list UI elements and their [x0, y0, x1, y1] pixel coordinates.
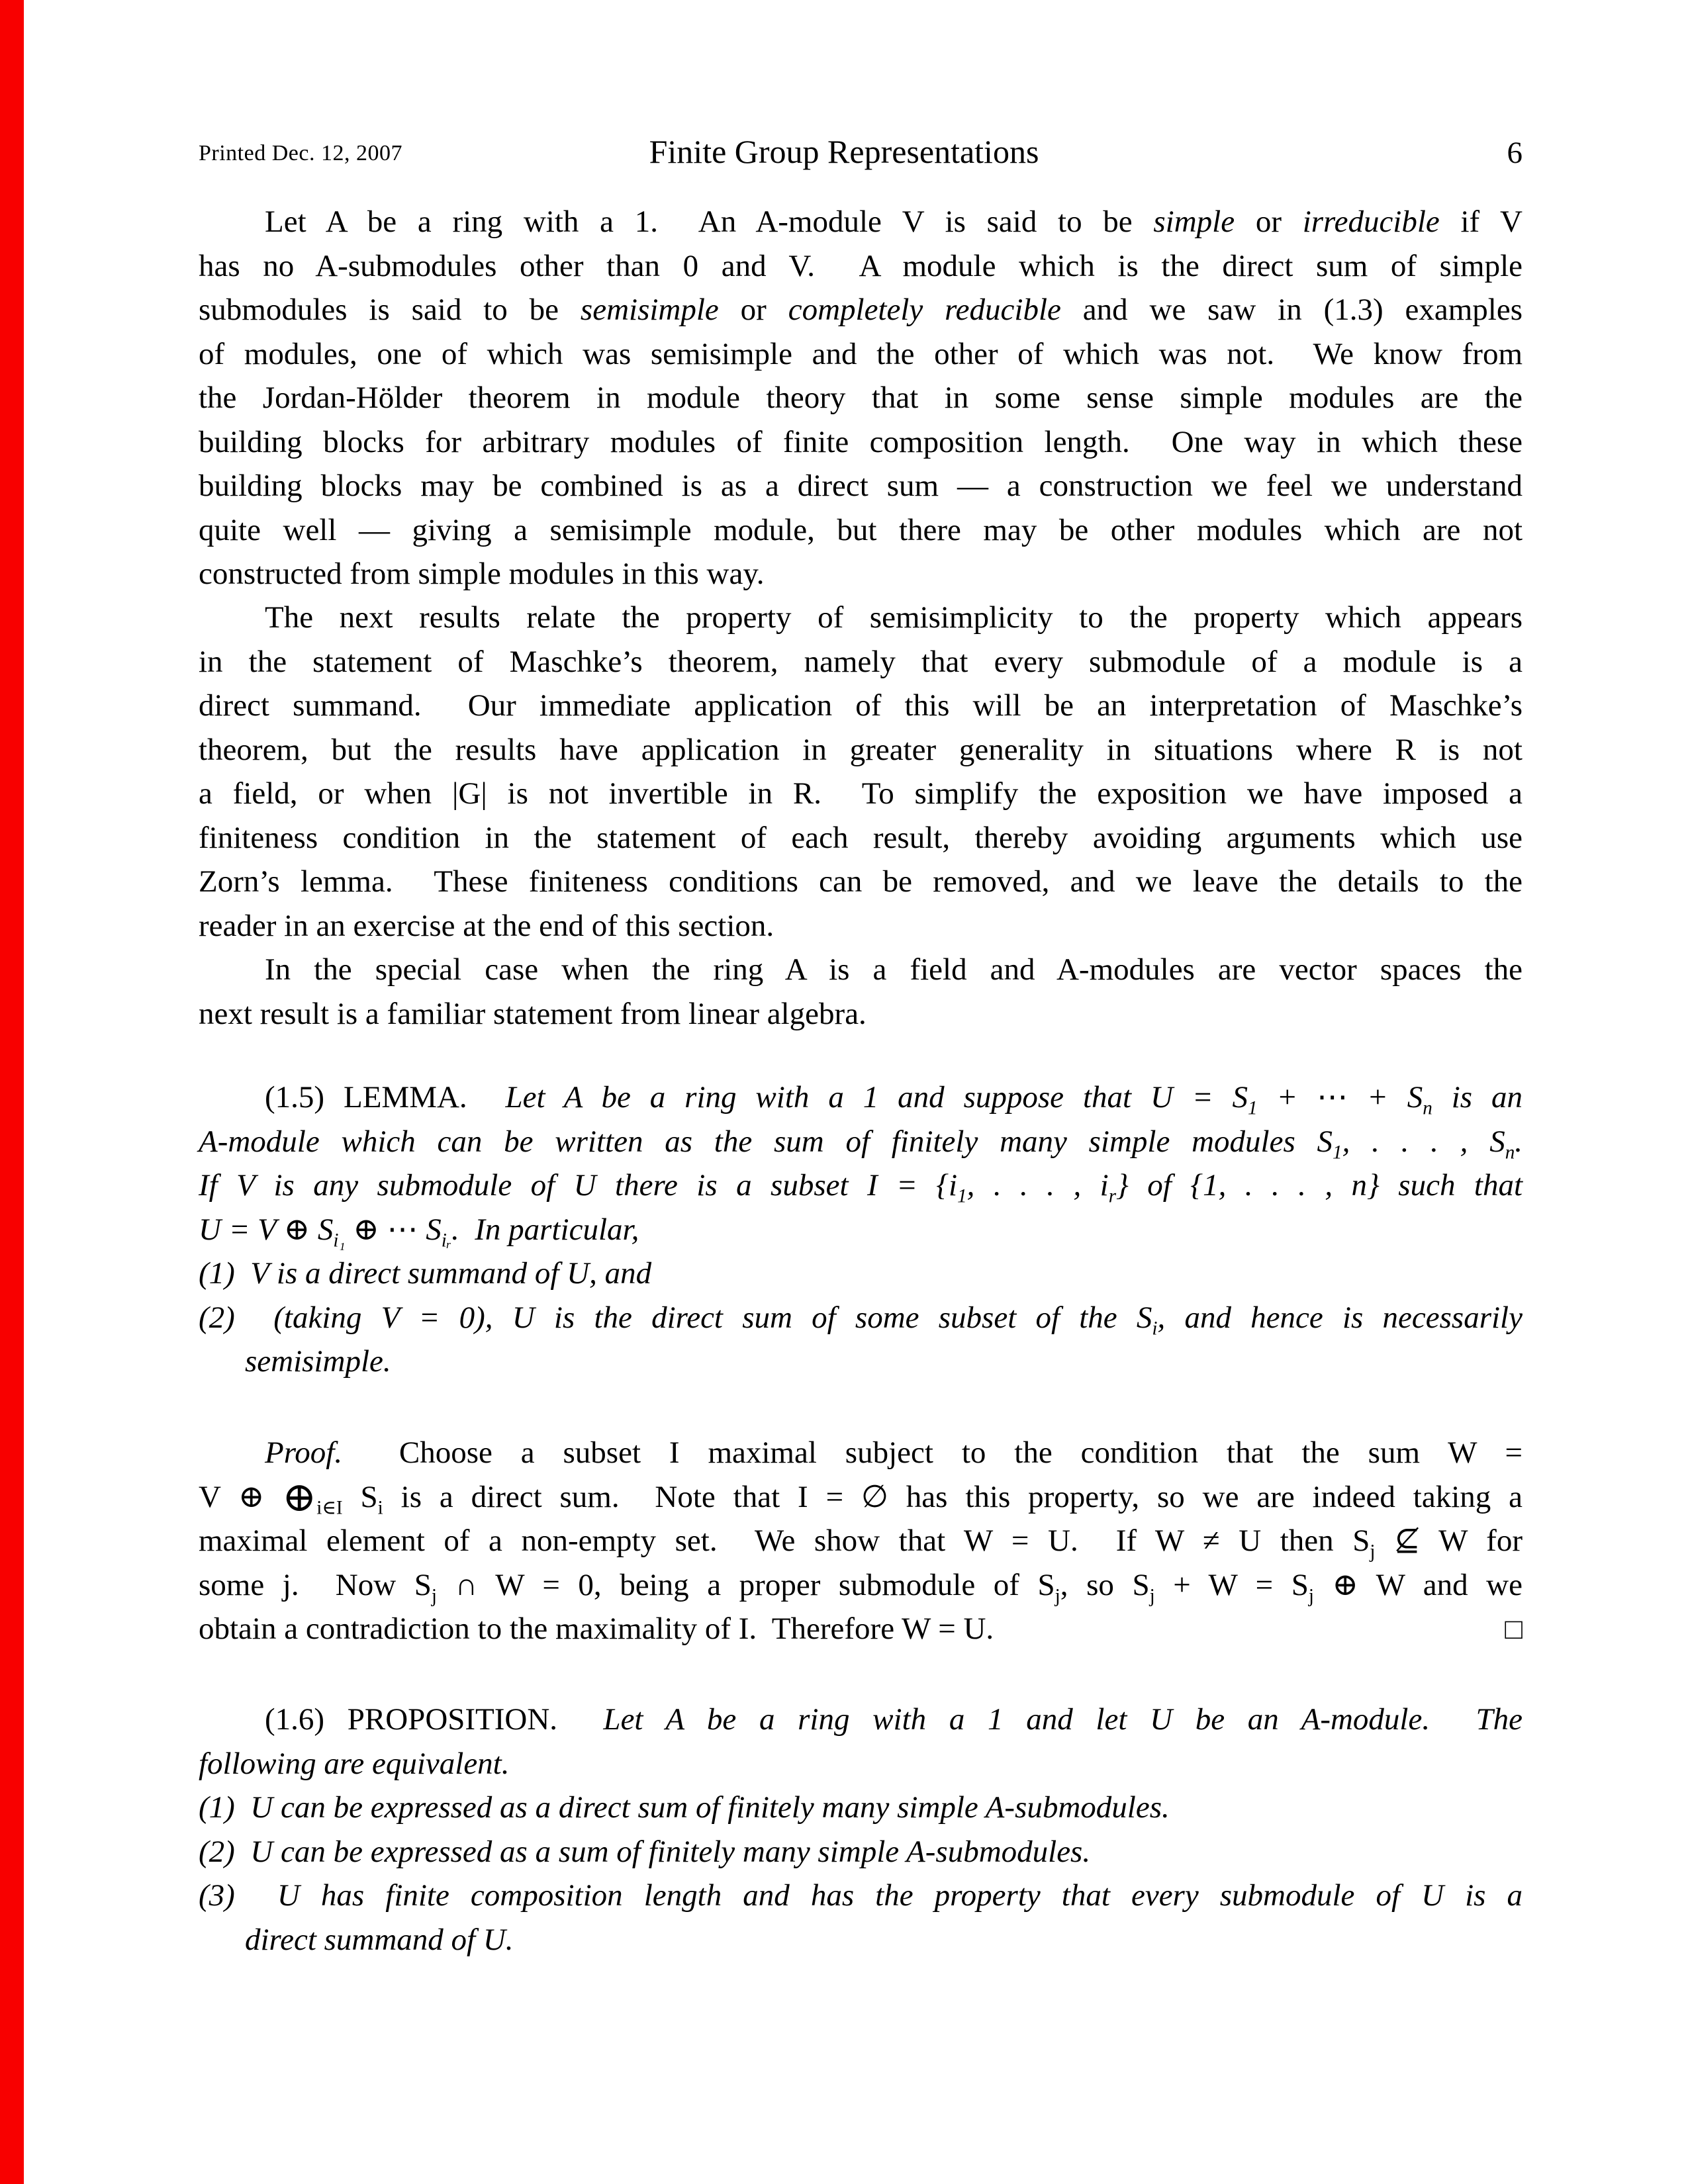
page-header — [199, 123, 1523, 171]
proof-last-line — [199, 1607, 1523, 1652]
text-line: a field, or when |G| is not invertible in R. To simplify the exposition we have imposed a — [199, 776, 1523, 811]
qed-square: □ — [1505, 1613, 1523, 1645]
text-line: building blocks may be combined is as a direct sum — a construction we feel we understand — [199, 469, 1523, 503]
running-title: Finite Group Representations — [649, 133, 1039, 170]
text-line: direct summand. Our immediate application of this will be an interpretation of Maschke’s — [199, 688, 1523, 723]
text-line: If V is any submodule of U there is a subset $I = \{i_1$, . . . , $i_r$} of {1, . . . , n} such that — [199, 1168, 1523, 1207]
text-line: the Jordan-Hölder theorem in module theory that in some sense simple modules are the — [199, 381, 1523, 415]
lemma-heading-line: (1.5) LEMMA. Let A be a ring with a 1 and suppose that $U = S_1$ + ⋯ + $S_n$ is an — [265, 1080, 1523, 1119]
lemma-item-2: (2) (taking V = 0), U is the direct sum of some subset of the $S_i$, and hence is necessarily — [199, 1300, 1523, 1339]
text-line: building blocks for arbitrary modules of finite composition length. One way in which these — [199, 424, 1523, 459]
text-line: V ⊕ $\oplus_{i\in I}$ $S_i$ is a direct sum. Note that I = ∅ has this property, so we are indeed taking a — [199, 1475, 1523, 1520]
text-line: next result is a familiar statement from linear algebra. — [199, 996, 867, 1031]
proposition-1-6 — [199, 1698, 1523, 1962]
text-line: following are equivalent. — [199, 1746, 510, 1781]
text-line: some j. Now $S_j$ ∩ W = 0, being a proper submodule of $S_j$, so $S_j + W = S_j$ ⊕ W and we — [199, 1567, 1523, 1606]
text-line: reader in an exercise at the end of this section. — [199, 908, 774, 943]
text-line: The next results relate the property of semisimplicity to the property which appears — [265, 600, 1523, 635]
proposition-item-3-continuation: direct summand of U. — [245, 1922, 514, 1957]
text-line: submodules is said to be semisimple or completely reducible and we saw in (1.3) examples — [199, 293, 1523, 327]
page-number: 6 — [1507, 136, 1523, 170]
proposition-item-3: (3) U has finite composition length and has the property that every submodule of U is a — [199, 1878, 1523, 1913]
text-line: theorem, but the results have application in greater generality in situations where R is not — [199, 732, 1523, 767]
printed-date: Printed Dec. 12, 2007 — [199, 141, 402, 165]
left-edge-stripe — [0, 0, 24, 2184]
lemma-1-5 — [199, 1075, 1523, 1384]
text-line: maximal element of a non-empty set. We show that W = U. If W ≠ U then $S_j$ ⊈ W for — [199, 1524, 1523, 1563]
text-line: obtain a contradiction to the maximality of I. Therefore W = U. — [199, 1612, 994, 1646]
text-line: in the statement of Maschke’s theorem, namely that every submodule of a module is a — [199, 644, 1523, 679]
proposition-item-2: (2) U can be expressed as a sum of finitely many simple A-submodules. — [199, 1834, 1091, 1869]
special-case-paragraph — [199, 948, 1523, 1036]
text-line: Zorn’s lemma. These finiteness conditions can be removed, and we leave the details to the — [199, 864, 1523, 899]
text-line: of modules, one of which was semisimple and the other of which was not. We know from — [199, 336, 1523, 371]
maschke-paragraph — [199, 596, 1523, 948]
proposition-heading-line: (1.6) PROPOSITION. Let A be a ring with a 1 and let U be an A-module. The — [265, 1702, 1523, 1737]
text-line: quite well — giving a semisimple module, but there may be other modules which are not — [199, 512, 1523, 547]
text-line: Let A be a ring with a 1. An A-module V is said to be simple or irreducible if V — [265, 205, 1523, 239]
text-line: has no A-submodules other than 0 and V. A module which is the direct sum of simple — [199, 248, 1523, 283]
intro-paragraph — [199, 200, 1523, 596]
text-line: U = V ⊕ $S_{i_1}$ ⊕ ⋯ $S_{iᵣ}$. In particular, — [199, 1212, 639, 1251]
proof-paragraph — [199, 1431, 1523, 1652]
lemma-item-2-continuation: semisimple. — [245, 1344, 391, 1379]
text-line: In the special case when the ring A is a field and A-modules are vector spaces the — [265, 952, 1523, 987]
text-line: finiteness condition in the statement of each result, thereby avoiding arguments which use — [199, 820, 1523, 855]
text-line: constructed from simple modules in this way. — [199, 557, 765, 591]
text-line: A-module which can be written as the sum of finitely many simple modules $S_1$, . . . , $S_n$. — [199, 1124, 1523, 1163]
proposition-item-1: (1) U can be expressed as a direct sum of finitely many simple A-submodules. — [199, 1790, 1170, 1825]
proof-heading-line: Proof. Choose a subset I maximal subject to the condition that the sum W = — [265, 1435, 1523, 1470]
lemma-item-1: (1) V is a direct summand of U, and — [199, 1256, 652, 1291]
